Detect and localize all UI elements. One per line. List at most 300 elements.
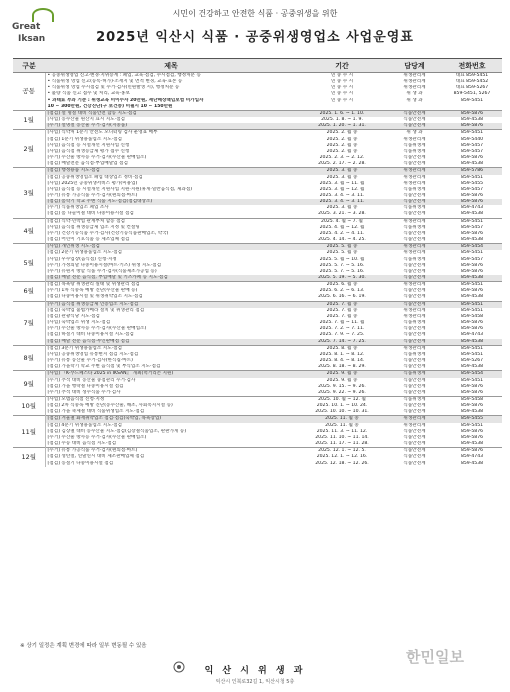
row-title: [점검] 성탄절, 연말연시 대비 제조판매업체 점검 <box>47 454 145 460</box>
row-title: [수거] 유통 농산물 수거·검사(한식집·마트) <box>47 358 133 364</box>
row-department: 위생관리계 <box>403 313 426 319</box>
row-phone: 859-5457 <box>460 256 484 262</box>
row-phone: 859-5876 <box>460 268 484 274</box>
table-row <box>13 104 502 111</box>
row-title: [사업] 농수산물 원산지 표시 지도·점검 <box>47 117 125 123</box>
table-row <box>13 123 502 130</box>
row-period: 2025. 11. 3. ~ 11. 12. <box>316 428 368 434</box>
row-phone: 859-5451 <box>460 422 484 428</box>
row-phone: 859-5876 <box>460 383 484 389</box>
row-phone: 859-5876 <box>460 288 484 294</box>
row-period: 2025. 4. 월 ~ 7. 월 <box>297 218 387 225</box>
row-department: 위생관리계 <box>403 174 426 180</box>
row-department: 위 생 과 <box>406 97 423 103</box>
row-department: 식품위생계 <box>403 224 426 230</box>
table-row <box>13 364 502 371</box>
row-phone: 859-5876 <box>460 262 484 268</box>
row-phone: 859-4538 <box>442 339 502 346</box>
footer-org: 익 산 시 위 생 과 <box>204 666 306 676</box>
row-title: [사업] 2025년 공중위생서비스 평가(미용업) <box>47 180 138 186</box>
row-period: 2025. 7. 월 중 <box>297 301 387 308</box>
row-department: 식품안전계 <box>403 358 426 364</box>
row-phone: 859-5876 <box>460 403 484 409</box>
row-title: [사업] 공중위생영업 유통현지 점검 지도·점검 <box>47 351 139 357</box>
row-period: 2025. 3. 4. ~ 3. 11. <box>297 199 387 205</box>
row-department: 식품안전계 <box>403 364 426 370</box>
row-title: [점검] 수능 대비 음식점 지도·점검 <box>47 441 117 447</box>
row-period: 2025. 4. 2. ~ 4. 11. <box>319 230 365 236</box>
row-phone: 859-5457 <box>460 186 484 192</box>
row-title: [점검] 배달전문 음식점·부업배달업 점검 <box>47 161 128 167</box>
row-department: 식품안전계 <box>403 332 426 338</box>
row-title: • 식품위생 영업 신고(등록·허가)·소재지 및 면적 변경, 교육·표본 등 <box>47 79 183 85</box>
row-category: 1월 <box>13 110 45 129</box>
row-period: 2025. 5. 7. ~ 5. 16. <box>319 262 365 268</box>
logo-text-great: Great <box>12 22 41 32</box>
row-title: [사업] 우수업장(음식점) 신청·지정 <box>47 256 117 262</box>
row-phone: 859-5451 <box>442 130 502 137</box>
row-phone: 대표 859-5267 <box>455 85 489 91</box>
row-period: 2025. 7. 월 중 <box>326 313 358 319</box>
row-title: [점검] 2분기 위생용품업소 지도·점검 <box>47 250 122 256</box>
table-row <box>13 282 502 289</box>
table-header-row <box>13 59 502 73</box>
row-phone: 859-5457 <box>460 224 484 230</box>
row-department: 식품위생계 <box>403 142 426 148</box>
page-subtitle: 시민이 건강하고 안전한 식품 · 공중위생을 위한 <box>172 9 338 18</box>
row-period: 2025. 6. 16. ~ 6. 19. <box>318 294 366 300</box>
row-department: 위생관리계 <box>403 250 426 256</box>
row-period <box>297 104 387 111</box>
row-title: [수거] 추석 대비 성수식품 수거·검사 <box>47 389 121 395</box>
table-row <box>13 416 502 423</box>
row-department: 식품안전계 <box>403 389 426 395</box>
row-period: 2025. 7. 월 중 <box>326 307 358 313</box>
row-phone: 859-5876 <box>460 155 484 161</box>
row-department: 식품안전계 <box>403 117 426 123</box>
row-period: 2025. 8. 4. ~ 8. 14. <box>319 358 365 364</box>
row-period: 2025. 3. 월 ~ 12. 월 <box>319 186 365 192</box>
row-phone: 859-5458 <box>460 313 484 319</box>
row-department: 위생관리계 <box>387 282 442 289</box>
row-category: 5월 <box>13 244 45 282</box>
row-department: 식품위생계 <box>403 256 426 262</box>
row-period: 2025. 3. 4. ~ 3. 11. <box>319 192 365 198</box>
row-phone: 859-5451, 5267 <box>453 91 491 97</box>
row-phone: 859-5451 <box>460 307 484 313</box>
row-category: 6월 <box>13 282 45 301</box>
row-phone: 859-5876 <box>460 192 484 198</box>
row-period: 2025. 2. 월 중 <box>326 136 358 142</box>
row-department: 식품안전계 <box>403 403 426 409</box>
logo-text-iksan: Iksan <box>18 34 46 44</box>
col-header-department: 담당계 <box>387 59 442 73</box>
table-row <box>13 409 502 416</box>
row-period: 2025. 1. 6. ~ 1. 10. <box>297 110 387 117</box>
row-department: 식품안전계 <box>403 326 426 332</box>
row-title: [수거] 1차 식중독 예방 진단(수산물 판매 등) <box>47 288 138 294</box>
row-phone: 859-5458 <box>442 396 502 403</box>
row-period: 2025. 3. 월 ~ 11. 월 <box>319 180 365 186</box>
row-period: 연 중 수 시 <box>330 97 354 103</box>
row-phone: 859-5451 <box>460 351 484 357</box>
row-title: • 불량 식품 신고 접수 및 처리, 교육·홍보 <box>47 91 130 97</box>
row-title: [사업] 모범음식점 신청·지정 <box>45 396 297 403</box>
row-department: 식품안전계 <box>403 460 426 466</box>
row-period: 2025. 12. 1. ~ 12. 16. <box>316 454 368 460</box>
row-period: 2025. 1. 8. ~ 1. 9. <box>321 117 363 123</box>
row-title: [점검] 배달 전문 음식점·무인판매점 점검 <box>45 339 297 346</box>
row-period: 2025. 2. 17. ~ 2. 28. <box>318 161 366 167</box>
footer-address: 익산시 인북로32길 1, 익산시청 5층 <box>215 679 295 685</box>
row-period: 2025. 8. 18. ~ 8. 29. <box>318 364 366 370</box>
row-period: 2025. 5. 월 ~ 10. 월 <box>319 256 365 262</box>
row-title: [점검] 하절기 대비 다중이용시설 지도·점검 <box>47 332 134 338</box>
row-period: 2025. 2. 3. ~ 2. 12. <box>319 155 365 161</box>
row-title: [점검] 3분기 위생용품업소 지도·점검 <box>45 345 297 352</box>
row-title: [사업] 식약처 1분기 안전도 모니터링 검사 운영표 배부 <box>45 130 297 137</box>
row-title: [점검] 봄학기 학교 주변 식품 지도·점검(점검대상소) <box>45 199 297 205</box>
row-department: 위생관리계 <box>403 85 426 91</box>
row-title: 10 ~ 300만원, 건강진단(구 보건증) 미필시 10 ~ 150만원 <box>47 103 173 109</box>
row-title: [점검] 숙박업 불법카메라 설치 및 위생관리 점검 <box>47 307 145 313</box>
row-department: 식품안전계 <box>403 192 426 198</box>
row-department: 위생관리계 <box>403 180 426 186</box>
row-title: [사업] 음식점 위생등급제 업소 지정 및 컨설팅 <box>47 224 140 230</box>
schedule-table <box>13 58 502 467</box>
row-period: 2025. 8. 1. ~ 8. 12. <box>319 351 365 357</box>
row-period: 2025. 5. 월 중 <box>297 244 387 251</box>
row-phone: 859-5451 <box>460 377 484 383</box>
table-row <box>13 301 502 308</box>
row-department: 위생관리계 <box>387 218 442 225</box>
row-category: 3월 <box>13 168 45 218</box>
row-phone: 859-4538 <box>460 364 484 370</box>
row-department: 식품안전계 <box>403 434 426 440</box>
row-phone: 859-4538 <box>460 441 484 447</box>
row-period: 연 중 수 시 <box>330 85 354 91</box>
table-row <box>13 110 502 117</box>
row-department: 식품안전계 <box>387 301 442 308</box>
row-phone: 859-5876 <box>442 448 502 455</box>
table-row <box>13 275 502 282</box>
row-title: [점검] 행정용품 지도·점검 <box>45 168 297 175</box>
row-category: 8월 <box>13 345 45 371</box>
row-period: 2025. 12. 1. ~ 12. 5. <box>297 448 387 455</box>
row-department: 식품안전계 <box>403 155 426 161</box>
page-title: 2025년 익산시 식품 · 공중위생영업소 사업운영표 <box>96 30 414 45</box>
row-phone: 859-5451 <box>442 301 502 308</box>
row-title: [사업] 음식점 등 시설개선 지원사업 지원·지원(휴게·일반음식점, 제과점) <box>47 186 193 192</box>
row-period: 2025. 7. 월 ~ 11. 월 <box>319 320 365 326</box>
row-department: 위생관리계 <box>387 244 442 251</box>
row-phone: 859-5451 <box>460 250 484 256</box>
row-department: 식품위생계 <box>403 205 426 211</box>
row-period: 2025. 2. 월 중 <box>297 130 387 137</box>
table-row <box>13 461 502 467</box>
table-row <box>13 161 502 168</box>
row-title: [점검] 다중이용시설 및 위생취약업소 지도·점검 <box>47 294 143 300</box>
row-department: 식품안전계 <box>403 237 426 243</box>
row-phone: 859-5876 <box>442 110 502 117</box>
row-period: 2025. 5. 7. ~ 5. 16. <box>319 268 365 274</box>
row-department: 위생관리계 <box>403 422 426 428</box>
row-title: [점검] 공중위생영업소 폐업 대상업소 정비·점검 <box>47 174 143 180</box>
row-title: [수거] 건강기능식품 수거·검사(건강기능식품판매업소, 약국) <box>47 230 169 236</box>
row-department: 위생관리계 <box>387 168 442 175</box>
row-title: [사업] 『K-푸드페스타 2025 in IKSAN』 개최(먹거리존 지원) <box>45 371 297 378</box>
row-title: [점검] 설 명절 대비 식품안전 합동 지도·점검 <box>45 110 297 117</box>
row-title: [수거] 유원지 방할 식품 수거·검사(식품제조가공업 등) <box>47 268 157 274</box>
row-period: 2025. 12. 18. ~ 12. 26. <box>315 460 369 466</box>
row-title: [사업] 숙박업소 위생 지도·점검 <box>47 320 111 326</box>
row-title: [점검] 김장철 대비 농수산물 지도·점검(김장철식품업소, 판판가게 등) <box>47 428 187 434</box>
row-period: 2025. 5. 19. ~ 5. 30. <box>297 275 387 282</box>
table-row <box>13 390 502 397</box>
row-department: 식품안전계 <box>403 409 426 415</box>
col-header-period: 기간 <box>297 59 387 73</box>
watermark: 한민일보 <box>406 648 464 666</box>
row-title: [수거] 가정의달 다중이용시설(마트·키즈) 위생 지도·점검 <box>47 262 162 268</box>
row-category: 공통 <box>13 73 45 111</box>
row-period: 2025. 2. 월 중 <box>326 142 358 148</box>
row-phone: 859-4743 <box>460 332 484 338</box>
row-category: 10월 <box>13 396 45 415</box>
row-title: [점검] 4분기 위생용품업소 지도·점검 <box>47 422 122 428</box>
row-period: 2025. 6. 월 중 <box>297 282 387 289</box>
row-department: 식품위생계 <box>387 396 442 403</box>
row-category: 11월 <box>13 416 45 448</box>
row-period: 2025. 8. 월 중 <box>297 345 387 352</box>
row-period: 2025. 3. 월 중 <box>326 205 358 211</box>
row-department: 식품안전계 <box>387 339 442 346</box>
row-title: [수거] 유통 가공식품 수거·검사(편의점·마트) <box>45 448 297 455</box>
row-department: 식품안전계 <box>403 230 426 236</box>
row-phone: 859-5454 <box>442 244 502 251</box>
row-phone: 859-5876 <box>460 230 484 236</box>
row-phone: 859-4538 <box>460 294 484 300</box>
row-department: 위생관리계 <box>387 345 442 352</box>
table-body <box>13 73 502 467</box>
row-phone: 859-4538 <box>460 161 484 167</box>
table-row <box>13 339 502 346</box>
row-phone: 859-4538 <box>460 409 484 415</box>
row-phone: 859-4538 <box>460 237 484 243</box>
row-phone: 859-5876 <box>442 199 502 205</box>
row-period: 2025. 7. 14. ~ 7. 25. <box>297 339 387 346</box>
row-period: 2025. 6. 2. ~ 6. 13. <box>319 288 365 294</box>
row-department: 식품안전계 <box>403 211 426 217</box>
table-row <box>13 168 502 175</box>
row-title: [점검] 어린이 기호식품 등 제조업체 점검 <box>47 237 130 243</box>
table-row <box>13 237 502 244</box>
row-department: 위생관리계 <box>387 416 442 423</box>
row-title: [점검] 가을 축제철 대비 식품위생업소 지도·점검 <box>47 409 145 415</box>
table-row <box>13 211 502 218</box>
row-department: 식품안전계 <box>403 262 426 268</box>
table-row <box>13 294 502 301</box>
row-department: 식품위생계 <box>403 186 426 192</box>
row-title: [점검] 가을 행락철 다중이용시설 점검 <box>47 383 124 389</box>
row-department: 식품안전계 <box>403 428 426 434</box>
row-phone: 859-5451 <box>460 97 484 103</box>
row-title: [점검] 2차 식중독 예방 진단(농수산물, 해조, 사회복지시설 등) <box>47 403 173 409</box>
row-title: • 식품위생 영업 수시점검 및 수거·검사(민원발생 시), 행정처분 등 <box>47 85 180 91</box>
table-row <box>13 73 502 80</box>
row-phone: 859-5876 <box>460 326 484 332</box>
row-period: 2025. 11. 17. ~ 11. 28. <box>315 441 369 447</box>
row-department: 식품안전계 <box>387 199 442 205</box>
row-department: 식품안전계 <box>403 441 426 447</box>
row-phone: 859-5454 <box>442 371 502 378</box>
row-phone: 859-4538 <box>442 275 502 282</box>
row-department <box>387 104 442 111</box>
row-phone: 대표 859-5452 <box>455 79 489 85</box>
row-period: 연 중 수 시 <box>330 91 354 97</box>
row-phone: 859-5876 <box>460 428 484 434</box>
row-period: 2025. 10. 1. ~ 10. 24. <box>316 403 368 409</box>
row-phone: 859-5786 <box>442 168 502 175</box>
row-period: 2025. 11. 10. ~ 11. 14. <box>315 434 369 440</box>
row-department: 식품안전계 <box>403 454 426 460</box>
row-period: 2025. 9. 월 중 <box>297 371 387 378</box>
row-title: [점검] 관광식당 지도·점검 <box>47 313 100 319</box>
row-period: 연 중 수 시 <box>330 79 354 85</box>
row-phone: 859-5267 <box>460 358 484 364</box>
row-phone: 859-5451 <box>442 345 502 352</box>
row-department: 위생관리계 <box>403 307 426 313</box>
table-row <box>13 371 502 378</box>
row-department: 위생관리계 <box>403 79 426 85</box>
row-phone: 859-5451 <box>442 218 502 225</box>
row-title: [점검] 겨울철 화재취약업소 점검·점검(숙박업, 목욕장업) <box>45 416 297 423</box>
row-category: 2월 <box>13 130 45 168</box>
schedule-note: ※ 상기 일정은 계획 변경에 따라 일부 변동될 수 있음 <box>20 643 147 649</box>
row-category: 12월 <box>13 448 45 467</box>
row-phone: 859-5876 <box>460 389 484 395</box>
col-header-category: 구분 <box>13 59 45 73</box>
row-phone: 859-4538 <box>460 117 484 123</box>
row-title: [수거] 식품위생업소 폐업 조사 <box>47 205 109 211</box>
table-row <box>13 218 502 225</box>
row-phone: 859-4743 <box>460 454 484 460</box>
row-title: [사업] 음식점 등 시설개선 지원사업 신청 <box>47 142 130 148</box>
row-department: 위 생 과 <box>387 130 442 137</box>
table-row <box>13 396 502 403</box>
row-period: 2025. 7. 2. ~ 7. 11. <box>319 326 365 332</box>
row-department: 식품안전계 <box>387 123 442 130</box>
row-department: 식품안전계 <box>403 294 426 300</box>
row-title: [점검] 봄 나들이철 대비 다중이용시설 점검 <box>47 211 134 217</box>
row-period: 2025. 10. 월 ~ 12. 월 <box>297 396 387 403</box>
row-phone: 859-5455 <box>460 180 484 186</box>
row-period: 2025. 11. 월 중 <box>325 422 359 428</box>
row-period: 2025. 2. 월 중 <box>326 148 358 154</box>
row-category: 7월 <box>13 301 45 345</box>
row-title: [점검] 목욕탕 위생관리 실태 및 위생관리 점검 <box>45 282 297 289</box>
row-phone: 대표 859-5451 <box>442 73 502 80</box>
row-period: 2025. 4. 월 ~ 12. 월 <box>319 224 365 230</box>
row-phone: 859-5455 <box>442 416 502 423</box>
row-period: 2025. 5. 월 중 <box>326 250 358 256</box>
row-title: [점검] 배달 전문 음식점, 부업배달 및 키즈카페 등 지도·점검 <box>45 275 297 282</box>
row-title: [점검] 동절기 다중이용시설 점검 <box>47 460 114 466</box>
row-department: 위 생 과 <box>406 91 423 97</box>
row-title: [수거] 수산물 방사능 수거·검사(수산물 판매업소) <box>47 326 147 332</box>
row-department: 식품위생계 <box>387 371 442 378</box>
row-phone: 859-5451 <box>442 282 502 289</box>
row-phone: 859-5876 <box>460 320 484 326</box>
row-title: [수거] 수산물 방사능 수거·검사(수산물 판매업소) <box>47 434 147 440</box>
row-department: 식품위생계 <box>403 320 426 326</box>
col-header-title: 제목 <box>45 59 297 73</box>
row-phone: 859-5876 <box>442 123 502 130</box>
row-title: [수거] 유통 가공식품 수거·검사(편의점·마트) <box>47 192 138 198</box>
row-period: 2025. 11. 월 중 <box>297 416 387 423</box>
row-phone: 859-5457 <box>460 142 484 148</box>
row-department: 식품안전계 <box>403 268 426 274</box>
row-department: 식품위생계 <box>403 351 426 357</box>
row-phone: 859-5876 <box>460 434 484 440</box>
row-department: 위생관리계 <box>387 73 442 80</box>
row-title: [수거] 음식점 위생등급제 인증업소 지도·점검 <box>45 301 297 308</box>
table-row <box>13 345 502 352</box>
row-department: 식품안전계 <box>403 383 426 389</box>
row-period: 2025. 7. 9. ~ 7. 25. <box>319 332 365 338</box>
row-period: 연 중 수 시 <box>297 73 387 80</box>
row-department: 식품안전계 <box>403 288 426 294</box>
row-period: 2025. 4. 14. ~ 4. 25. <box>318 237 366 243</box>
table-row <box>13 441 502 448</box>
row-title: [수거] 수산물 방사능 수거·검사(수산물 판매업소) <box>47 155 147 161</box>
row-title: • 과태료 부과 기준 : 위생교육 미이수자 20만원, 재난배상책임보험 미가입자 <box>47 97 204 103</box>
row-title: [수거] 설명절 농산물 수거·검사(지중품) <box>45 123 297 130</box>
row-category: 4월 <box>13 218 45 244</box>
row-title: [점검] 가을학기 학교 주변 음식점 및 부식업소 지도·점검 <box>47 364 161 370</box>
row-title: [점검] 1분기 위생용품업소 지도·점검 <box>47 136 122 142</box>
row-period: 2025. 3. 월 중 <box>326 174 358 180</box>
row-department: 식품안전계 <box>403 161 426 167</box>
row-phone: 859-5440 <box>460 136 484 142</box>
row-department: 위생관리계 <box>403 136 426 142</box>
table-row <box>13 244 502 251</box>
row-period: 2025. 9. 22. ~ 9. 26. <box>318 389 366 395</box>
row-phone: 859-5451 <box>460 174 484 180</box>
row-title: [수거] 추석 대비 농산물 중점관리 수거·검사 <box>47 377 136 383</box>
row-phone: 859-5457 <box>460 148 484 154</box>
row-phone: 859-4743 <box>460 205 484 211</box>
row-phone <box>442 104 502 111</box>
row-category: 9월 <box>13 371 45 397</box>
row-department: 식품안전계 <box>387 275 442 282</box>
row-period: 2025. 9. 15. ~ 9. 26. <box>318 383 366 389</box>
row-department: 식품위생계 <box>403 148 426 154</box>
row-phone: 859-4538 <box>460 460 484 466</box>
table-row <box>13 448 502 455</box>
row-period: 2025. 3. 21. ~ 3. 28. <box>318 211 366 217</box>
row-title: [사업] 개인위생 지도·점검 <box>45 244 297 251</box>
row-department: 식품안전계 <box>387 110 442 117</box>
col-header-phone: 전화번호 <box>442 59 502 73</box>
row-period: 2025. 10. 10. ~ 10. 31. <box>315 409 369 415</box>
row-period: 2025. 3. 월 중 <box>297 168 387 175</box>
row-title: • 공중위생영업 신고·변경·지위승계 : 폐업, 교육·점검, 수시점검, 행정처분 등 <box>45 73 297 80</box>
row-title: [점검] 식약·민박업 관계부처 합동 점검 <box>45 218 297 225</box>
row-phone: 859-4538 <box>460 211 484 217</box>
page-header <box>0 0 510 62</box>
row-title: [사업] 음식점 위생등급제 평가 접수 신청 <box>47 148 130 154</box>
row-department: 식품안전계 <box>403 377 426 383</box>
